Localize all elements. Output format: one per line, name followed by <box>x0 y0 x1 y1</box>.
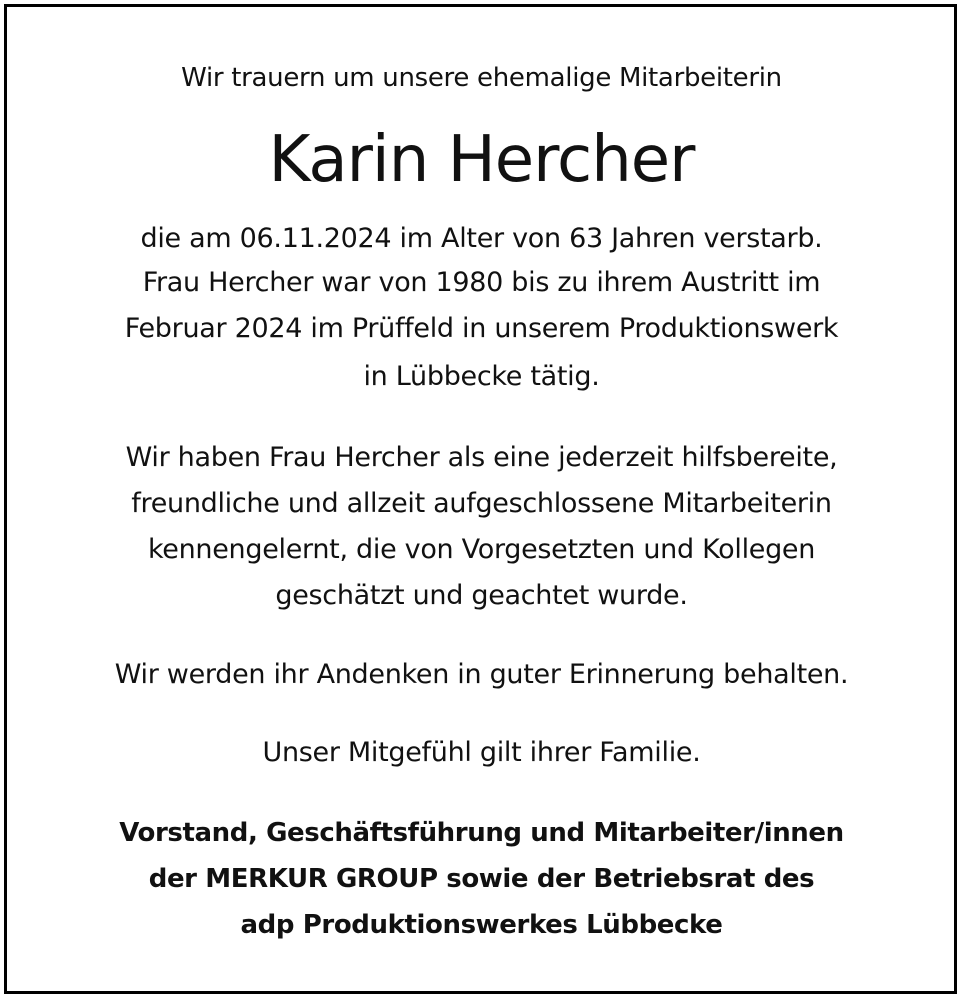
signature-line-1: Vorstand, Geschäftsführung und Mitarbeiter/innen <box>119 818 844 848</box>
paragraph1-line-3: Februar 2024 im Prüffeld in unserem Produktionswerk <box>124 313 839 344</box>
paragraph2-line-3: kennengelernt, die von Vorgesetzten und Kollegen <box>147 534 816 565</box>
paragraph1-line-4: in Lübbecke tätig. <box>363 361 600 392</box>
paragraph1-line-2: Frau Hercher war von 1980 bis zu ihrem Austritt im <box>142 267 821 298</box>
deceased-name: Karin Hercher <box>268 123 695 197</box>
remembrance-line: Wir werden ihr Andenken in guter Erinnerung behalten. <box>114 659 849 690</box>
paragraph2-line-2: freundliche und allzeit aufgeschlossene Mitarbeiterin <box>131 488 832 519</box>
condolence-line: Unser Mitgefühl gilt ihrer Familie. <box>262 737 701 768</box>
signature-line-2: der MERKUR GROUP sowie der Betriebsrat des <box>148 864 815 894</box>
signature-line-3: adp Produktionswerkes Lübbecke <box>240 910 723 940</box>
intro-line: Wir trauern um unsere ehemalige Mitarbeiterin <box>181 63 782 93</box>
paragraph1-line-1: die am 06.11.2024 im Alter von 63 Jahren verstarb. <box>140 223 823 254</box>
paragraph2-line-1: Wir haben Frau Hercher als eine jederzeit hilfsbereite, <box>125 442 838 473</box>
paragraph2-line-4: geschätzt und geachtet wurde. <box>275 580 688 611</box>
